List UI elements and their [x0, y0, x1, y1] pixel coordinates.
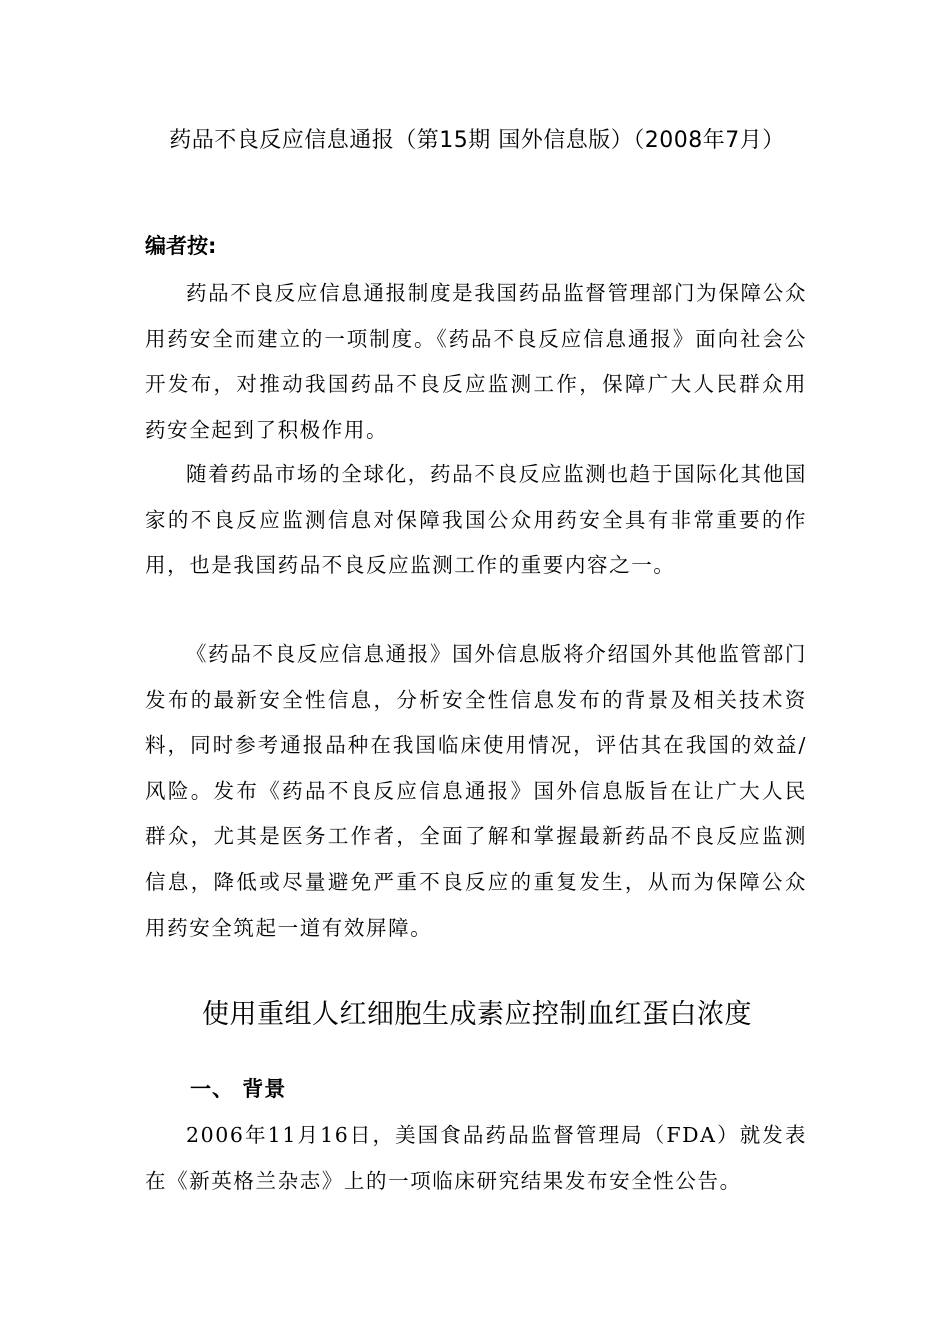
- editor-note-paragraph-2: 随着药品市场的全球化，药品不良反应监测也趋于国际化其他国家的不良反应监测信息对保障我国公众用药安全具有非常重要的作用，也是我国药品不良反应监测工作的重要内容之一。: [145, 462, 807, 578]
- background-paragraph: 2006年11月16日，美国食品药品监督管理局（FDA）就发表在《新英格兰杂志》上的一项临床研究结果发布安全性公告。: [145, 1123, 807, 1193]
- editor-note-paragraph-3: 《药品不良反应信息通报》国外信息版将介绍国外其他监管部门发布的最新安全性信息，分析安全性信息发布的背景及相关技术资料，同时参考通报品种在我国临床使用情况，评估其在我国的效益/风险。发布《药品不良反应信息通报》国外信息版旨在让广大人民群众，尤其是医务工作者，全面了解和掌握最新药品不良反应监测信息，降低或尽量避免严重不良反应的重复发生，从而为保障公众用药安全筑起一道有效屏障。: [145, 642, 807, 940]
- document-title: 药品不良反应信息通报（第15期 国外信息版）（2008年7月）: [169, 128, 785, 153]
- editor-note-heading: 编者按:: [145, 234, 217, 258]
- editor-note-paragraph-1: 药品不良反应信息通报制度是我国药品监督管理部门为保障公众用药安全而建立的一项制度。《药品不良反应信息通报》面向社会公开发布，对推动我国药品不良反应监测工作，保障广大人民群众用药安全起到了积极作用。: [145, 281, 807, 442]
- subsection-heading: 一、 背景: [190, 1077, 287, 1101]
- section-title: 使用重组人红细胞生成素应控制血红蛋白浓度: [202, 999, 752, 1030]
